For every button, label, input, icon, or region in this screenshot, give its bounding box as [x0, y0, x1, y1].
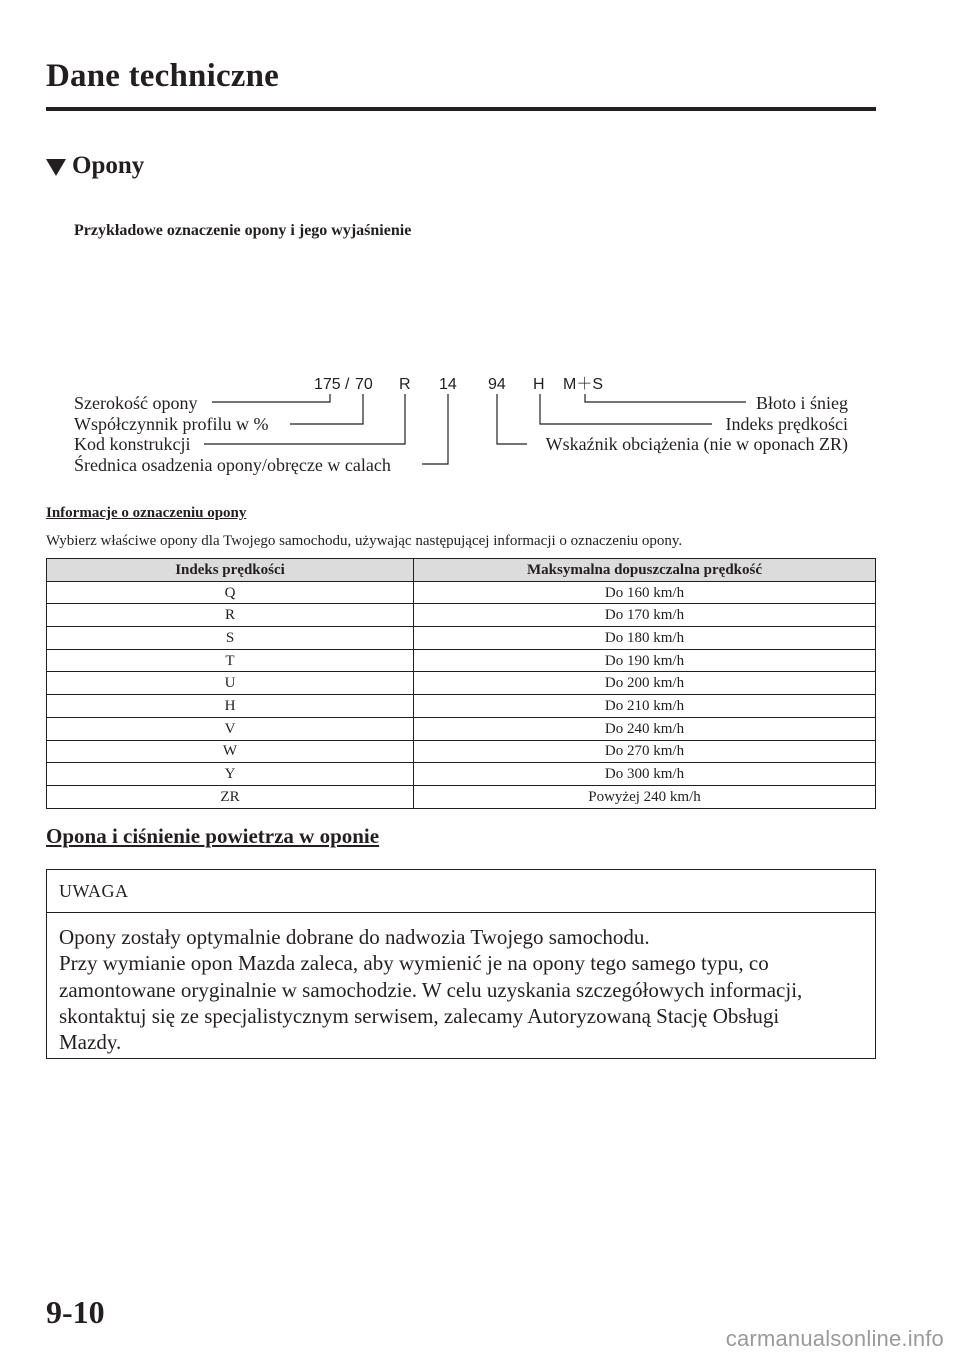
notice-line: zamontowane oryginalnie w samochodzie. W celu uzyskania szczegółowych informacji, [59, 977, 803, 1002]
code-rim: 14 [439, 376, 457, 393]
speed-index-cell: H [47, 695, 414, 718]
code-slash: / [345, 376, 350, 393]
tire-pressure-heading: Opona i ciśnienie powietrza w oponie [46, 824, 380, 848]
code-construction: R [399, 376, 411, 393]
mud-snow-leader [585, 394, 746, 402]
speed-index-cell: W [47, 740, 414, 763]
max-speed-cell: Powyżej 240 km/h [414, 785, 876, 808]
label-construction: Kod konstrukcji [74, 434, 191, 454]
code-aspect: 70 [355, 376, 373, 393]
info-heading: Informacje o oznaczeniu opony [46, 505, 247, 521]
code-mud-snow: M＋S [563, 376, 604, 393]
speed-index-cell: V [47, 717, 414, 740]
max-speed-cell: Do 210 km/h [414, 695, 876, 718]
table-row [47, 604, 876, 627]
label-speed: Indeks prędkości [725, 414, 848, 434]
speed-index-cell: U [47, 672, 414, 695]
speed-index-cell: R [47, 604, 414, 627]
speed-leader [540, 394, 712, 424]
table-row [47, 672, 876, 695]
speed-index-cell: ZR [47, 785, 414, 808]
page-number: 9-10 [46, 1294, 105, 1330]
label-load: Wskaźnik obciążenia (nie w oponach ZR) [545, 434, 848, 454]
max-speed-cell: Do 190 km/h [414, 649, 876, 672]
watermark: carmanualsonline.info [725, 1326, 944, 1351]
notice-line: Mazdy. [59, 1030, 122, 1055]
speed-index-cell: S [47, 627, 414, 650]
section-title [46, 152, 144, 180]
speed-index-cell: Y [47, 763, 414, 786]
load-leader [497, 394, 527, 444]
table-row [47, 649, 876, 672]
code-load: 94 [488, 376, 506, 393]
max-speed-cell: Do 180 km/h [414, 627, 876, 650]
max-speed-cell: Do 170 km/h [414, 604, 876, 627]
table-row [47, 717, 876, 740]
table-row [47, 763, 876, 786]
notice-box [46, 869, 876, 1059]
table-row [47, 581, 876, 604]
example-heading: Przykładowe oznaczenie opony i jego wyjaśnienie [74, 222, 412, 239]
speed-index-cell: Q [47, 581, 414, 604]
max-speed-cell: Do 200 km/h [414, 672, 876, 695]
triangle-down-icon [46, 159, 66, 176]
max-speed-cell: Do 270 km/h [414, 740, 876, 763]
chapter-title: Dane techniczne [46, 58, 280, 94]
label-aspect: Współczynnik profilu w % [74, 414, 269, 434]
label-mud-snow: Błoto i śnieg [755, 393, 848, 413]
aspect-leader [290, 394, 363, 424]
width-leader [212, 394, 330, 402]
table-row [47, 695, 876, 718]
speed-index-table [46, 558, 876, 809]
table-header-row [47, 559, 876, 582]
info-text: Wybierz właściwe opony dla Twojego samochodu, używając następującej informacji o oznaczeniu opony. [46, 533, 683, 549]
speed-index-cell: T [47, 649, 414, 672]
table-row [47, 627, 876, 650]
header-speed-index: Indeks prędkości [47, 559, 414, 582]
section-title-text: Opony [72, 152, 145, 179]
notice-title: UWAGA [47, 870, 875, 913]
header-max-speed: Maksymalna dopuszczalna prędkość [414, 559, 876, 582]
notice-line: skontaktuj się ze specjalistycznym serwisem, zalecamy Autoryzowaną Stację Obsługi [59, 1003, 780, 1028]
notice-body [47, 913, 875, 1055]
notice-line: Opony zostały optymalnie dobrane do nadwozia Twojego samochodu. [59, 925, 650, 949]
notice-line: Przy wymianie opon Mazda zaleca, aby wymienić je na opony tego samego typu, co [59, 951, 769, 976]
code-speed: H [533, 376, 545, 393]
max-speed-cell: Do 240 km/h [414, 717, 876, 740]
max-speed-cell: Do 300 km/h [414, 763, 876, 786]
label-rim: Średnica osadzenia opony/obręcze w calach [74, 455, 391, 475]
code-width: 175 [314, 376, 341, 393]
header-rule [46, 107, 876, 111]
table-row [47, 785, 876, 808]
label-width: Szerokość opony [74, 393, 198, 413]
tire-code-diagram [0, 360, 960, 480]
max-speed-cell: Do 160 km/h [414, 581, 876, 604]
rim-leader [422, 394, 448, 464]
table-row [47, 740, 876, 763]
